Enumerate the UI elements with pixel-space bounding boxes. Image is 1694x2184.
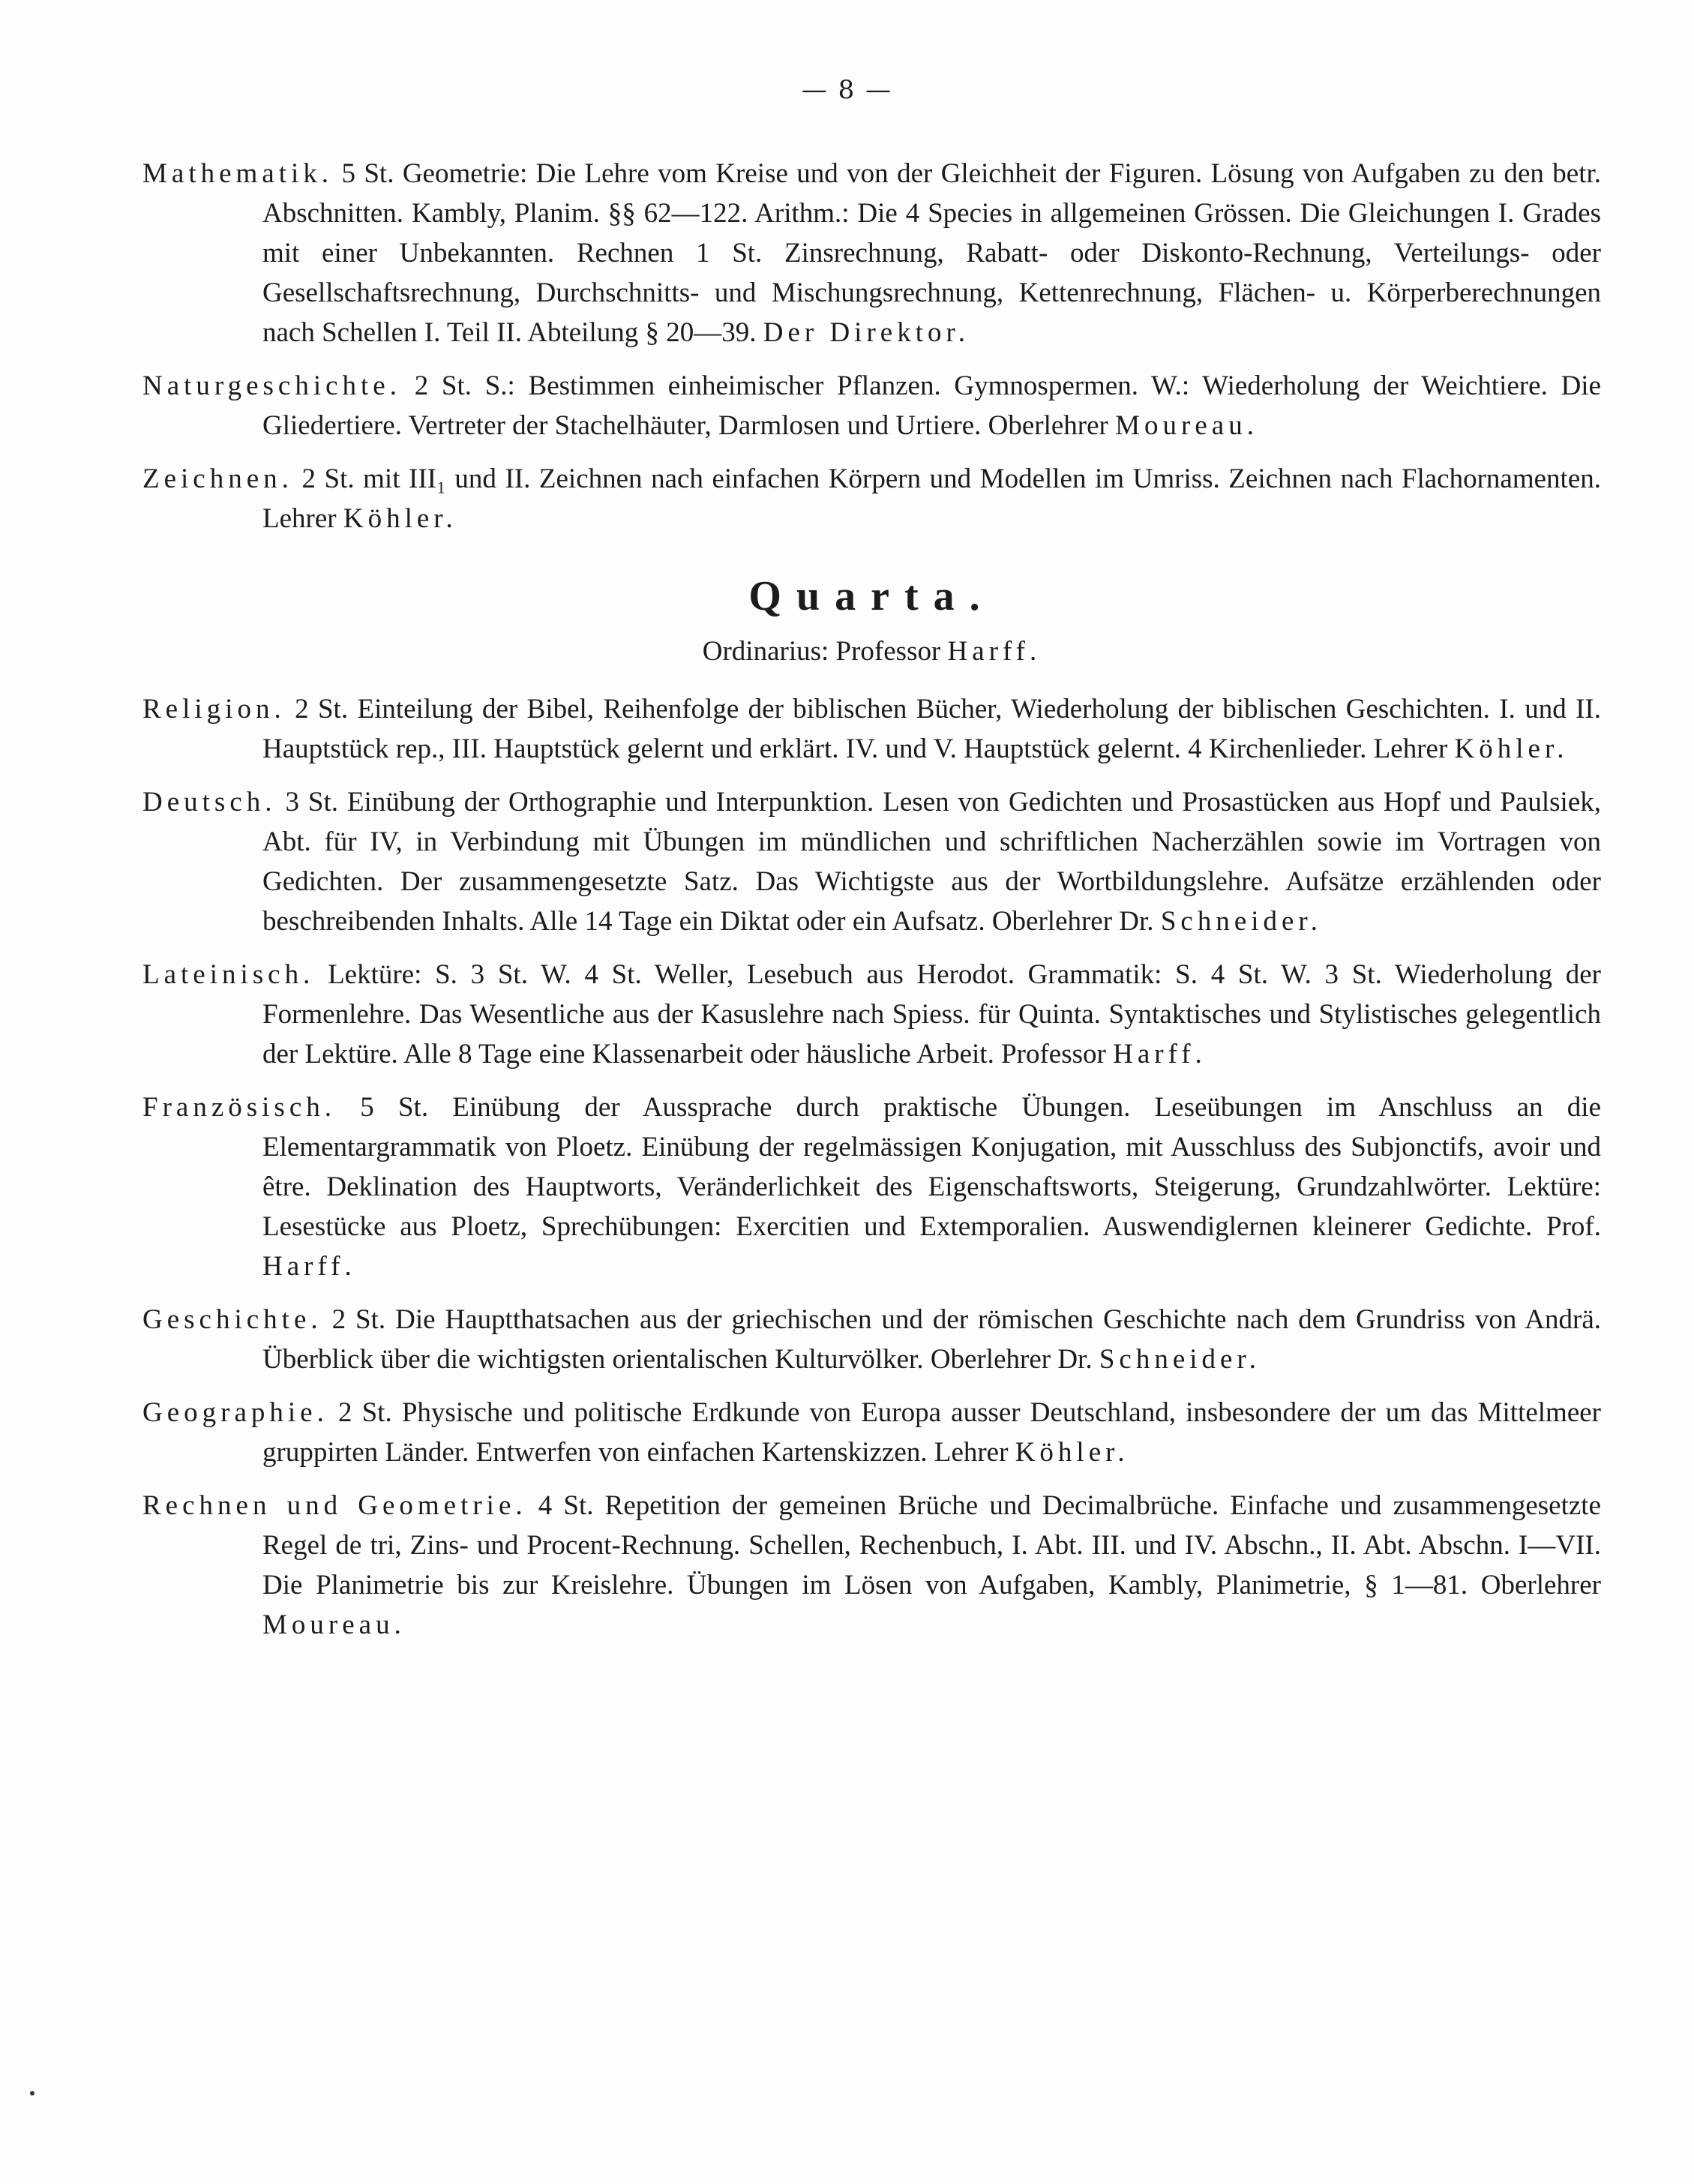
subject-name: Französisch. — [142, 1092, 336, 1123]
subject-entry — [142, 1486, 1601, 1645]
subject-name: Zeichnen. — [142, 464, 293, 494]
teacher-name: Schneider. — [1160, 906, 1322, 937]
subject-name: Deutsch. — [142, 787, 277, 818]
subject-description: 2 St. S.: Bestimmen einheimischer Pflanzen. Gymnospermen. W.: Wiederholung der Weichtiere. Die Gliedertiere. Vertreter der Stachelhäuter, Darmlosen und Urtiere. Oberlehrer — [262, 370, 1601, 441]
teacher-name: Der Direktor. — [763, 317, 970, 348]
subject-entry — [142, 154, 1601, 352]
teacher-name: Köhler. — [343, 503, 457, 534]
subject-name: Lateinisch. — [142, 959, 315, 990]
subject-description: 4 St. Repetition der gemeinen Brüche und Decimalbrüche. Einfache und zusammengesetzte Regel de tri, Zins- und Procent-Rechnung. Schellen, Rechenbuch, I. Abt. III. und IV. Abschn., II. Abt. Abschn. I—VII. Die Planimetrie bis zur Kreislehre. Übungen im Lösen von Aufgaben, Kambly, Planimetrie, § 1—81. Oberlehrer — [262, 1490, 1601, 1600]
subject-name: Religion. — [142, 694, 286, 724]
subject-entry — [142, 689, 1601, 769]
subject-name: Geschichte. — [142, 1304, 322, 1335]
entries-quarta — [142, 689, 1601, 1645]
document-body — [142, 154, 1601, 1658]
subject-name: Naturgeschichte. — [142, 370, 401, 401]
teacher-name: Schneider. — [1099, 1344, 1261, 1375]
subject-entry — [142, 782, 1601, 941]
page-number: — 8 — — [801, 75, 893, 105]
subject-description: Lektüre: S. 3 St. W. 4 St. Weller, Lesebuch aus Herodot. Grammatik: S. 4 St. W. 3 St. Wiederholung der Formenlehre. Das Wesentliche aus der Kasuslehre nach Spiess. für Quinta. Syntaktisches und Stylistisches gelegentlich der Lektüre. Alle 8 Tage eine Klassenarbeit oder häusliche Arbeit. Professor — [262, 959, 1601, 1070]
subject-description: 2 St. mit III₁ und II. Zeichnen nach einfachen Körpern und Modellen im Umriss. Zeichnen nach Flachornamenten. Lehrer — [262, 464, 1601, 534]
ordinarius-line — [142, 632, 1601, 671]
teacher-name: Harff. — [1113, 1039, 1207, 1070]
subject-description: 2 St. Die Hauptthatsachen aus der griechischen und der römischen Geschichte nach dem Grundriss von Andrä. Überblick über die wichtigsten orientalischen Kulturvölker. Oberlehrer Dr. — [262, 1304, 1601, 1375]
subject-description: 2 St. Einteilung der Bibel, Reihenfolge der biblischen Bücher, Wiederholung der biblischen Geschichten. I. und II. Hauptstück rep., III. Hauptstück gelernt und erklärt. IV. und V. Hauptstück gelernt. 4 Kirchenlieder. Lehrer — [262, 694, 1601, 764]
subject-name: Rechnen und Geometrie. — [142, 1490, 527, 1521]
teacher-name: Köhler. — [1454, 734, 1569, 764]
subject-description: 5 St. Geometrie: Die Lehre vom Kreise und von der Gleichheit der Figuren. Lösung von Aufgaben zu den betr. Abschnitten. Kambly, Planim. §§ 62—122. Arithm.: Die 4 Species in allgemeinen Grössen. Die Gleichungen I. Grades mit einer Unbekannten. Rechnen 1 St. Zinsrechnung, Rabatt- oder Diskonto-Rechnung, Verteilungs- oder Gesellschaftsrechnung, Durchschnitts- und Mischungsrechnung, Kettenrechnung, Flächen- u. Körperberechnungen nach Schellen I. Teil II. Abteilung § 20—39. — [262, 158, 1601, 348]
subject-description: 3 St. Einübung der Orthographie und Interpunktion. Lesen von Gedichten und Prosastücken aus Hopf und Paulsiek, Abt. für IV, in Verbindung mit Übungen im mündlichen und schriftlichen Nacherzählen sowie im Vortragen von Gedichten. Der zusammengesetzte Satz. Das Wichtigste aus der Wortbildungslehre. Aufsätze erzählenden oder beschreibenden Inhalts. Alle 14 Tage ein Diktat oder ein Aufsatz. Oberlehrer Dr. — [262, 787, 1601, 937]
subject-description: 5 St. Einübung der Aussprache durch praktische Übungen. Leseübungen im Anschluss an die Elementargrammatik von Ploetz. Einübung der regelmässigen Konjugation, mit Ausschluss des Subjonctifs, avoir und être. Deklination des Hauptworts, Veränderlichkeit des Eigenschaftsworts, Steigerung, Grundzahlwörter. Lektüre: Lesestücke aus Ploetz, Sprechübungen: Exercitien und Extemporalien. Auswendiglernen kleinerer Gedichte. Prof. — [262, 1092, 1601, 1242]
teacher-name: Moureau. — [262, 1610, 406, 1640]
section-title: Quarta. — [748, 573, 995, 620]
subject-name: Mathematik. — [142, 158, 334, 189]
ordinarius-label: Ordinarius: Professor — [702, 636, 948, 667]
subject-entry — [142, 1088, 1601, 1286]
subject-name: Geographie. — [142, 1397, 328, 1428]
entries-previous-class — [142, 154, 1601, 538]
margin-speck — [30, 2091, 34, 2096]
subject-entry — [142, 955, 1601, 1074]
subject-entry — [142, 459, 1601, 538]
teacher-name: Harff. — [262, 1251, 356, 1282]
teacher-name: Köhler. — [1015, 1437, 1129, 1468]
subject-description: 2 St. Physische und politische Erdkunde von Europa ausser Deutschland, insbesondere der um das Mittelmeer gruppirten Länder. Entwerfen von einfachen Kartenskizzen. Lehrer — [262, 1397, 1601, 1468]
teacher-name: Moureau. — [1115, 410, 1258, 441]
subject-entry — [142, 366, 1601, 446]
ordinarius-name: Harff. — [947, 636, 1042, 667]
subject-entry — [142, 1393, 1601, 1472]
subject-entry — [142, 1300, 1601, 1379]
